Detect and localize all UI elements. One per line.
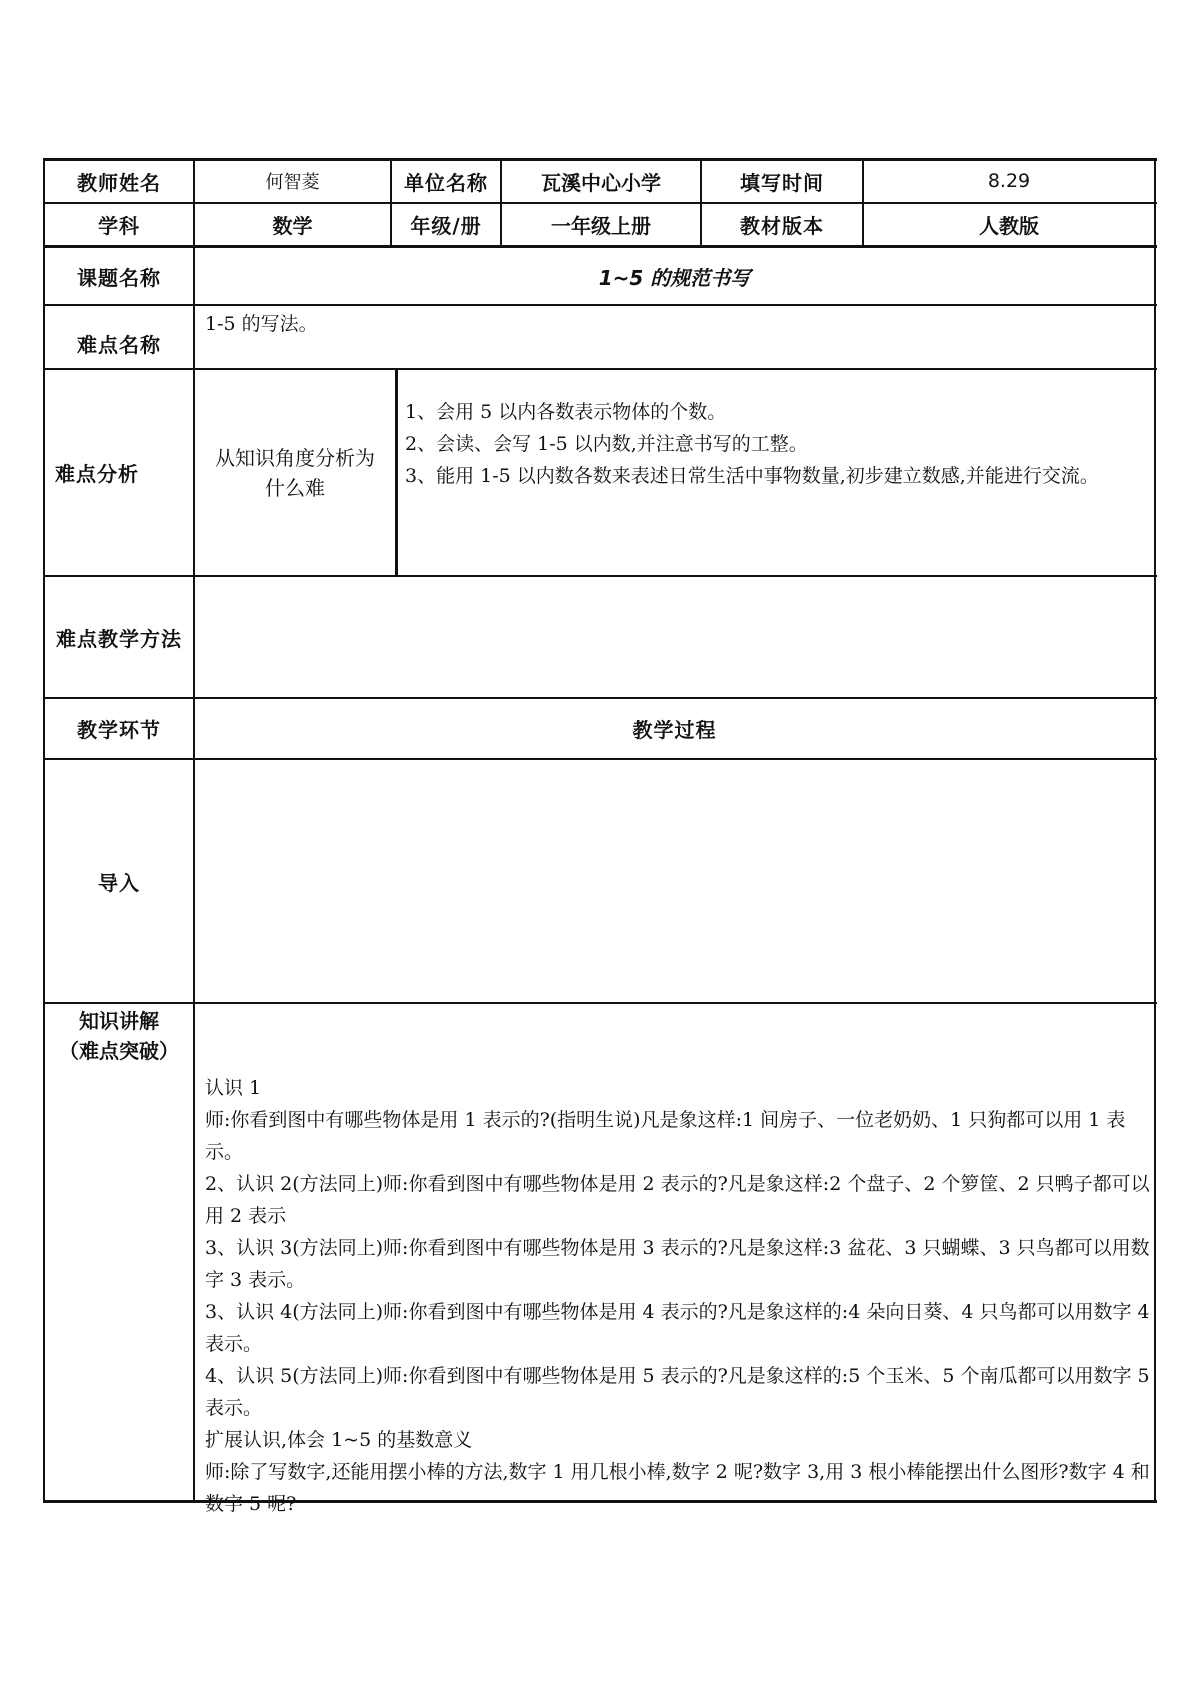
column-divider — [193, 158, 195, 1503]
analysis-item: 1、会用 5 以内各数表示物体的个数。 — [405, 401, 727, 423]
row-divider — [43, 575, 1157, 577]
analysis-items — [405, 396, 1150, 492]
explanation-paragraph: 2、认识 2(方法同上)师:你看到图中有哪些物体是用 2 表示的?凡是象这样:2 个盘子、2 个箩筐、2 只鸭子都可以用 2 表示 — [205, 1173, 1150, 1227]
row-divider — [43, 1002, 1157, 1004]
difficulty-name-label: 难点名称 — [77, 332, 161, 357]
topic-label: 课题名称 — [77, 265, 161, 290]
explanation-paragraph: 3、认识 3(方法同上)师:你看到图中有哪些物体是用 3 表示的?凡是象这样:3 盆花、3 只蝴蝶、3 只鸟都可以用数字 3 表示。 — [205, 1237, 1150, 1291]
teaching-method-label: 难点教学方法 — [56, 626, 182, 651]
subject-value: 数学 — [272, 214, 313, 238]
teaching-stage-label: 教学环节 — [77, 718, 161, 742]
column-divider-thick — [395, 368, 398, 577]
difficulty-analysis-label: 难点分析 — [55, 462, 139, 486]
explanation-paragraph: 扩展认识,体会 1~5 的基数意义 — [205, 1429, 473, 1451]
row-divider — [43, 304, 1157, 306]
explanation-paragraph: 师:你看到图中有哪些物体是用 1 表示的?(指明生说)凡是象这样:1 间房子、一位老奶奶、1 只狗都可以用 1 表示。 — [205, 1109, 1126, 1163]
explanation-paragraph: 4、认识 5(方法同上)师:你看到图中有哪些物体是用 5 表示的?凡是象这样的:5 个玉米、5 个南瓜都可以用数字 5 表示。 — [205, 1365, 1150, 1419]
explanation-paragraph: 3、认识 4(方法同上)师:你看到图中有哪些物体是用 4 表示的?凡是象这样的:4 朵向日葵、4 只鸟都可以用数字 4 表示。 — [205, 1301, 1150, 1355]
textbook-edition-label: 教材版本 — [740, 214, 824, 238]
fill-date-label: 填写时间 — [740, 170, 824, 195]
grade-label: 年级/册 — [410, 214, 482, 238]
explanation-label — [45, 1006, 193, 1066]
grade-value: 一年级上册 — [551, 214, 651, 238]
unit-name-label: 单位名称 — [404, 170, 488, 195]
explanation-label-line2: （难点突破） — [59, 1039, 179, 1063]
teaching-process-label: 教学过程 — [632, 718, 717, 742]
explanation-paragraph: 认识 1 — [205, 1077, 262, 1099]
analysis-item: 2、会读、会写 1-5 以内数,并注意书写的工整。 — [405, 433, 808, 455]
teacher-name-label: 教师姓名 — [77, 170, 161, 195]
teacher-name-value: 何智菱 — [265, 172, 320, 193]
explanation-label-line1: 知识讲解 — [79, 1009, 159, 1033]
explanation-body — [205, 1072, 1150, 1520]
subject-label: 学科 — [98, 214, 140, 238]
analysis-item: 3、能用 1-5 以内数各数来表述日常生活中事物数量,初步建立数感,并能进行交流。 — [405, 465, 1099, 487]
unit-name-value: 瓦溪中心小学 — [541, 170, 661, 195]
explanation-paragraph: 师:除了写数字,还能用摆小棒的方法,数字 1 用几根小棒,数字 2 呢?数字 3,用 3 根小棒能摆出什么图形?数字 4 和数字 5 呢? — [205, 1461, 1150, 1515]
row-divider — [43, 758, 1157, 760]
topic-value: 1~5 的规范书写 — [598, 265, 751, 290]
intro-label: 导入 — [98, 870, 140, 895]
difficulty-name-value: 1-5 的写法。 — [205, 313, 318, 335]
analysis-reason-label: 从知识角度分析为什么难 — [215, 445, 375, 500]
table-border-right — [1154, 158, 1156, 1503]
fill-date-value: 8.29 — [987, 170, 1031, 192]
textbook-edition-value: 人教版 — [979, 214, 1039, 238]
